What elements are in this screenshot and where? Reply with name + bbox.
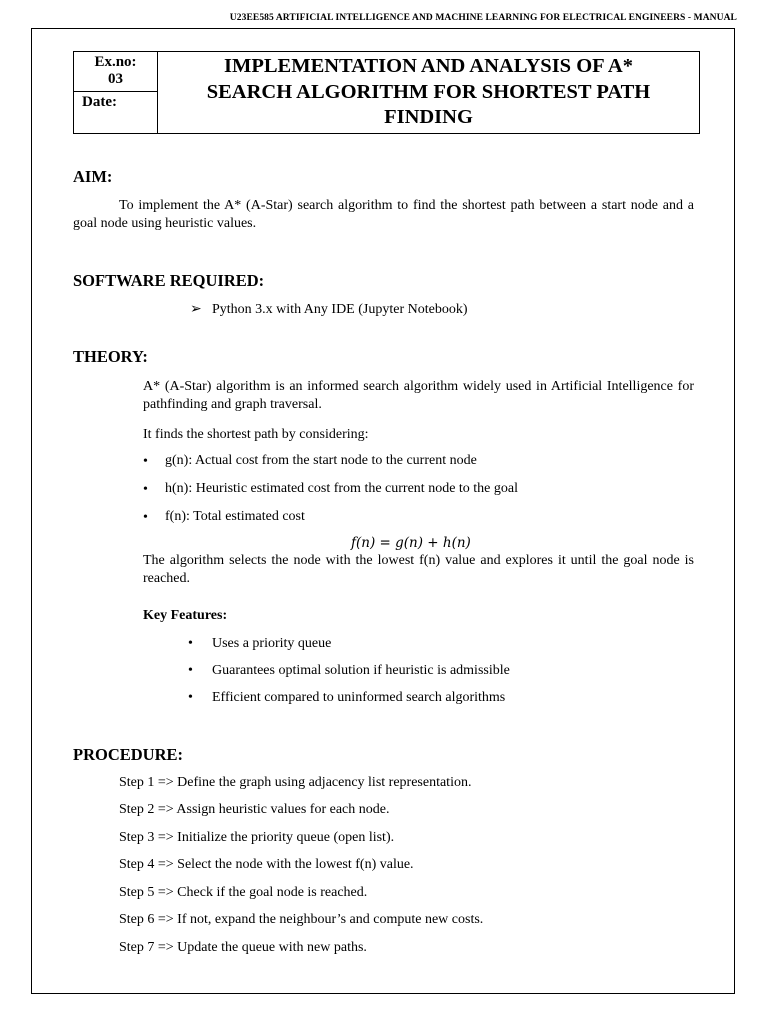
software-item: Python 3.x with Any IDE (Jupyter Notebook) [212,302,468,317]
aim-heading: AIM: [73,167,113,186]
title-meta-column [74,52,158,133]
procedure-step: Step 6 => If not, expand the neighbour’s and compute new costs. [119,912,484,927]
bullet-g: g(n): Actual cost from the start node to the current node [165,453,477,468]
bullet-marker: • [143,510,148,525]
title-block [73,51,700,134]
procedure-step: Step 5 => Check if the goal node is reached. [119,885,368,900]
title-line-3: FINDING [384,106,473,128]
running-header: U23EE585 ARTIFICIAL INTELLIGENCE AND MACHINE LEARNING FOR ELECTRICAL ENGINEERS - MANUAL [229,13,737,23]
key-feature-item: Uses a priority queue [212,636,332,651]
theory-intro: A* (A-Star) algorithm is an informed search algorithm widely used in Artificial Intelligence for pathfinding and graph traversal. [143,379,694,412]
date-label: Date: [82,94,117,110]
bullet-marker: • [143,454,148,469]
bullet-marker: • [188,663,193,678]
exno-value: 03 [108,71,123,87]
exno-cell [74,52,157,92]
bullet-marker: • [143,482,148,497]
procedure-step: Step 2 => Assign heuristic values for each node. [119,802,390,817]
procedure-step: Step 1 => Define the graph using adjacency list representation. [119,775,472,790]
experiment-title [158,52,699,133]
formula: f(n) = g(n) + h(n) [351,535,471,551]
procedure-step: Step 4 => Select the node with the lowest f(n) value. [119,857,414,872]
page-border [31,28,735,994]
software-heading: SOFTWARE REQUIRED: [73,271,265,290]
theory-selection: The algorithm selects the node with the lowest f(n) value and explores it until the goal node is reached. [143,553,694,586]
software-marker: ➢ [190,302,202,317]
procedure-step: Step 7 => Update the queue with new paths. [119,940,367,955]
key-features-heading: Key Features: [143,608,228,623]
procedure-heading: PROCEDURE: [73,745,183,764]
key-feature-item: Guarantees optimal solution if heuristic is admissible [212,663,510,678]
theory-heading: THEORY: [73,347,148,366]
bullet-f: f(n): Total estimated cost [165,509,305,524]
title-line-2: SEARCH ALGORITHM FOR SHORTEST PATH [206,80,651,103]
key-feature-item: Efficient compared to uninformed search algorithms [212,690,506,705]
bullet-marker: • [188,690,193,705]
procedure-step: Step 3 => Initialize the priority queue (open list). [119,830,395,845]
theory-considering: It finds the shortest path by considering: [143,427,369,442]
aim-text: To implement the A* (A-Star) search algorithm to find the shortest path between a start node and a goal node using heuristic values. [73,198,694,231]
exno-label: Ex.no: [94,54,137,70]
bullet-h: h(n): Heuristic estimated cost from the current node to the goal [165,481,519,496]
title-line-1: IMPLEMENTATION AND ANALYSIS OF A* [224,55,633,77]
bullet-marker: • [188,636,193,651]
